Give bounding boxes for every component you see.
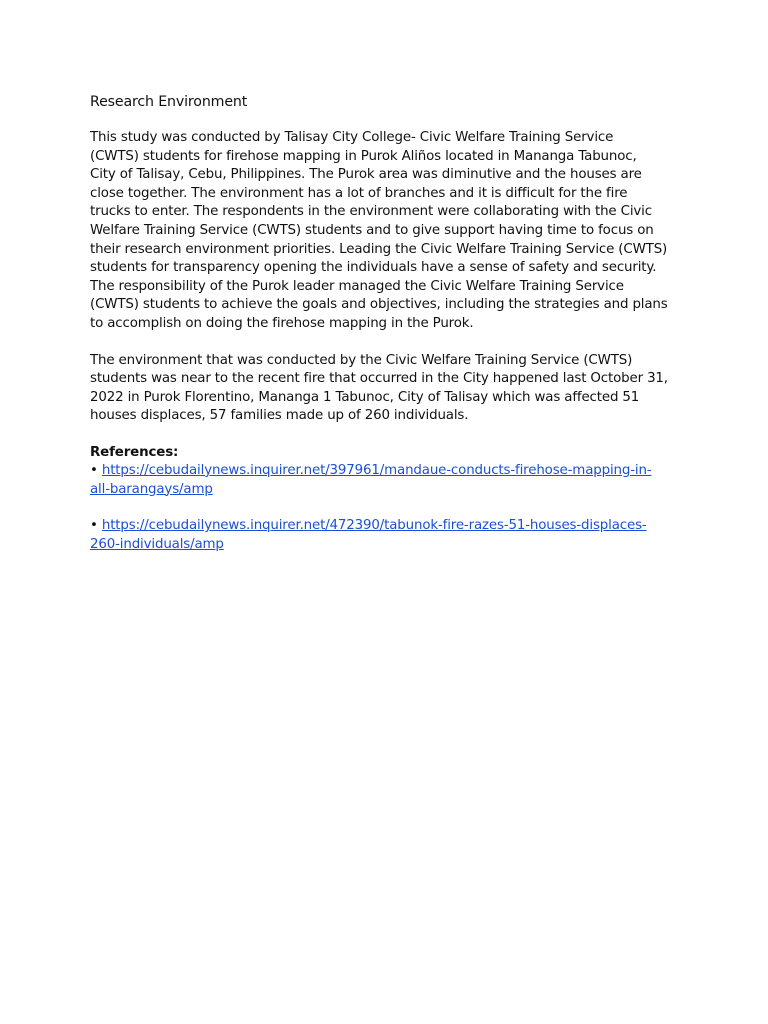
- paragraph-fire-incident: The environment that was conducted by the Civic Welfare Training Service (CWTS) students was near to the recent fire that occurred in the City happened last October 31, 2022 in Purok Florentino, Mananga 1 Tabunoc, City of Talisay which was affected 51 houses displaces, 57 families made up of 260 individuals.: [90, 352, 668, 424]
- section-heading: Research Environment: [90, 94, 248, 110]
- document-body: [90, 93, 680, 572]
- paragraph-study-description: This study was conducted by Talisay City College- Civic Welfare Training Service (CWTS) students for firehose mapping in Purok Aliños located in Mananga Tabunoc, City of Talisay, Cebu, Philippines. The Purok area was diminutive and the houses are close together. The environment has a lot of branches and it is difficult for the fire trucks to enter. The respondents in the environment were collaborating with the Civic Welfare Training Service (CWTS) students and to give support having time to focus on their research environment priorities. Leading the Civic Welfare Training Service (CWTS) students for transparency opening the individuals have a sense of safety and security. The responsibility of the Purok leader managed the Civic Welfare Training Service (CWTS) students to achieve the goals and objectives, including the strategies and plans to accomplish on doing the firehose mapping in the Purok.: [90, 130, 668, 331]
- reference-item-2: [90, 517, 680, 554]
- reference-link-1[interactable]: https://cebudailynews.inquirer.net/397961/mandaue-conducts-firehose-mapping-in- all-barangays/amp: [90, 462, 652, 497]
- references-heading: References:: [90, 444, 179, 460]
- bullet-icon: •: [90, 518, 98, 534]
- reference-item-1: [90, 462, 680, 499]
- bullet-icon: •: [90, 462, 98, 478]
- reference-link-2[interactable]: https://cebudailynews.inquirer.net/472390/tabunok-fire-razes-51-houses-displaces- 260-individuals/amp: [90, 518, 647, 552]
